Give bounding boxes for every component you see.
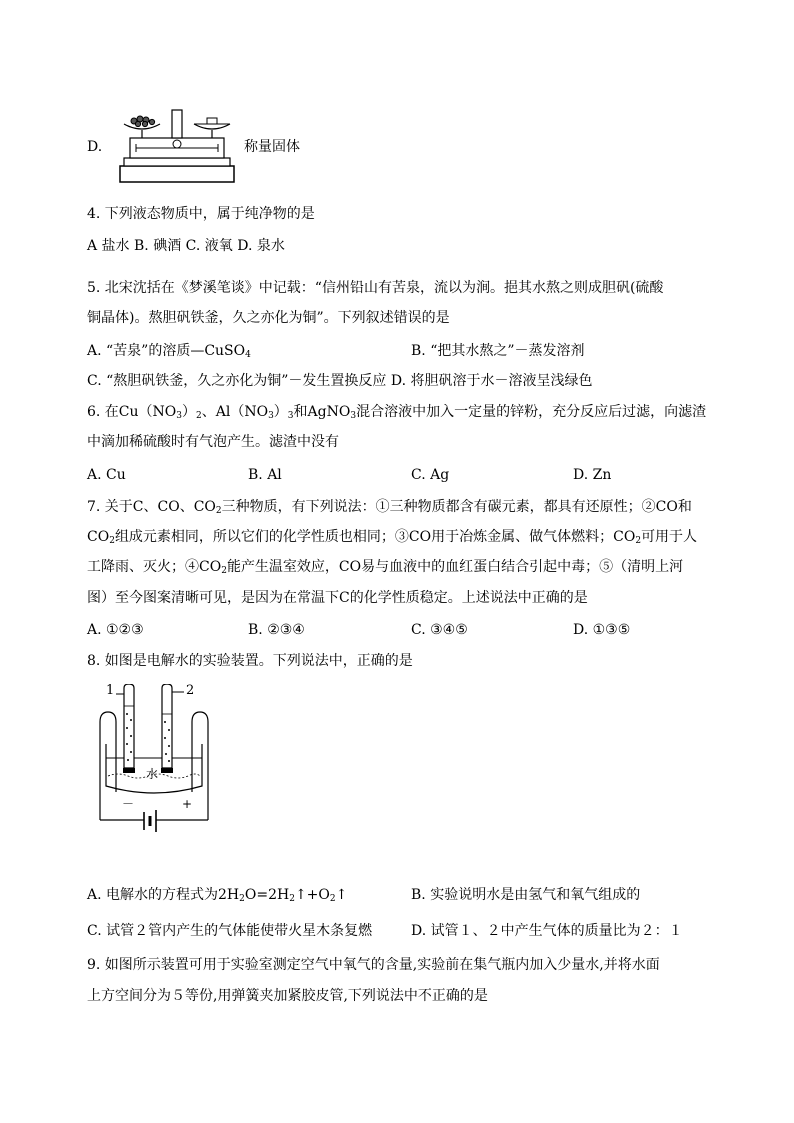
- q3-option-d-caption: 称量固体: [244, 139, 300, 155]
- q5-stem-line2: 铜晶体)。熬胆矾铁釜，久之亦化为铜”。下列叙述错误的是: [87, 310, 450, 326]
- q8-option-d: D. 试管１、２中产生气体的质量比为２：１: [411, 923, 683, 939]
- q5-options-cd: C. “熬胆矾铁釜，久之亦化为铜”－发生置换反应 D. 将胆矾溶于水－溶液呈浅绿色: [87, 373, 593, 389]
- q5-option-b: B. “把其水熬之”－蒸发溶剂: [411, 343, 585, 359]
- q8-stem: 8. 如图是电解水的实验装置。下列说法中，正确的是: [87, 653, 413, 669]
- tube-2-label: 2: [186, 683, 195, 698]
- q7-option-d: D. ①③⑤: [573, 622, 631, 638]
- q7-option-a: A. ①②③: [87, 622, 144, 638]
- q7-option-c: C. ③④⑤: [411, 622, 468, 638]
- q7-stem-line1: 7. 关于C、CO、$CO_2$三种物质，有下列说法：①三种物质都含有碳元素，都具有还原性；②CO和: [87, 499, 692, 516]
- q7-option-b: B. ②③④: [248, 622, 305, 638]
- q7-stem-line2: $CO_2$组成元素相同，所以它们的化学性质也相同；③CO用于冶炼金属、做气体燃料；$CO_2$可用于人: [87, 529, 698, 546]
- q8-option-b: B. 实验说明水是由氢气和氧气组成的: [411, 887, 641, 903]
- q8-option-c: C. 试管２管内产生的气体能使带火星木条复燃: [87, 923, 373, 939]
- q6-stem-line1: 6. 在$Cu(NO_3)_2$、$Al(NO_3)_3$和AgNO$_3$混合溶液中加入一定量的锌粉，充分反应后过滤，向滤渣: [87, 404, 707, 421]
- balance-scale-figure: [118, 108, 236, 184]
- negative-terminal-label: －: [122, 797, 135, 811]
- q9-stem-line2: 上方空间分为５等份,用弹簧夹加紧胶皮管,下列说法中不正确的是: [87, 988, 488, 1004]
- positive-terminal-label: +: [182, 797, 193, 811]
- q6-option-a: A. Cu: [87, 467, 126, 483]
- q5-option-a: A. “苦泉”的溶质—CuSO$_4$: [87, 343, 251, 360]
- water-label: 水: [146, 767, 159, 781]
- electrolysis-apparatus-figure: [88, 684, 218, 834]
- q9-stem-line1: 9. 如图所示装置可用于实验室测定空气中氧气的含量,实验前在集气瓶内加入少量水,并将水面: [87, 957, 660, 973]
- q7-stem-line3: 工降雨、灭火；$④CO_2$能产生温室效应，CO易与血液中的血红蛋白结合引起中毒；⑤（清明上河: [87, 559, 684, 576]
- q4-stem: 4. 下列液态物质中，属于纯净物的是: [87, 206, 315, 222]
- q5-stem-line1: 5. 北宋沈括在《梦溪笔谈》中记载：“信州铅山有苦泉，流以为涧。挹其水熬之则成胆矾(硫酸: [87, 280, 664, 296]
- q6-option-b: B. Al: [248, 467, 282, 483]
- q8-option-a: A. 电解水的方程式为$2H_2O=2H_2↑+O_2↑$: [87, 887, 348, 904]
- q4-options: A 盐水 B. 碘酒 C. 液氧 D. 泉水: [87, 238, 285, 254]
- q6-option-c: C. Ag: [411, 467, 450, 483]
- q6-stem-line2: 中滴加稀硫酸时有气泡产生。滤渣中没有: [87, 434, 339, 450]
- tube-1-label: 1: [106, 683, 115, 698]
- q6-option-d: D. Zn: [573, 467, 612, 483]
- q3-option-d-label: D.: [87, 139, 103, 155]
- q7-stem-line4: 图）至今图案清晰可见，是因为在常温下C的化学性质稳定。上述说法中正确的是: [87, 590, 588, 606]
